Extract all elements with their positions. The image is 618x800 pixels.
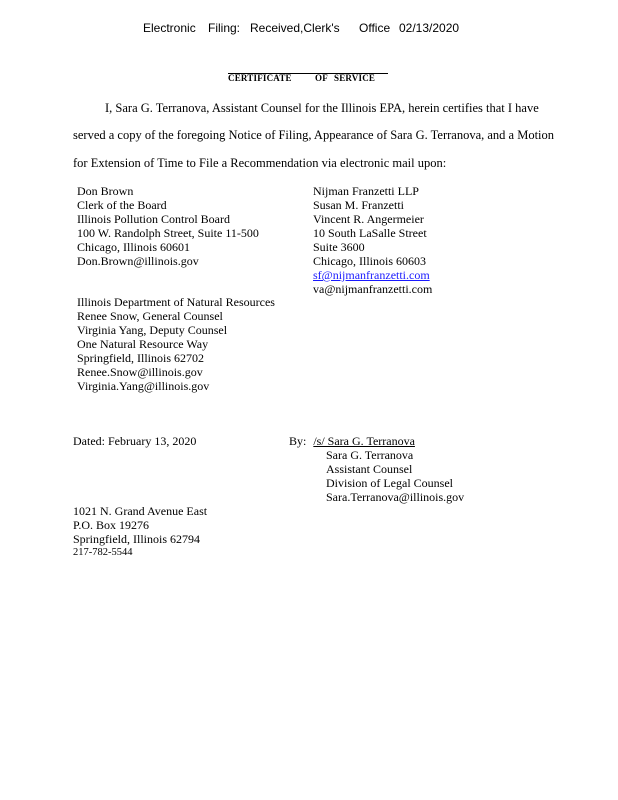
signer-title: Assistant Counsel bbox=[326, 462, 413, 476]
electronic-signature: /s/ Sara G. Terranova bbox=[313, 434, 415, 448]
signature-block bbox=[326, 448, 464, 504]
filing-stamp-part4: Office bbox=[359, 21, 391, 35]
address-line: Springfield, Illinois 62794 bbox=[73, 532, 200, 546]
signature-by-line bbox=[289, 434, 415, 448]
filing-stamp-part2: Filing: bbox=[208, 21, 241, 35]
recipient-line: Susan M. Franzetti bbox=[313, 198, 404, 212]
recipient-line: Renee Snow, General Counsel bbox=[77, 309, 223, 323]
recipient-line: Vincent R. Angermeier bbox=[313, 212, 424, 226]
recipient-line: Suite 3600 bbox=[313, 240, 365, 254]
recipient-line: Illinois Department of Natural Resources bbox=[77, 295, 275, 309]
filing-stamp-date: 02/13/2020 bbox=[399, 21, 460, 35]
body-line-1: I, Sara G. Terranova, Assistant Counsel for the Illinois EPA, herein certifies that I have bbox=[105, 101, 539, 115]
recipient-line: Don Brown bbox=[77, 184, 134, 198]
signer-email: Sara.Terranova@illinois.gov bbox=[326, 490, 465, 504]
recipient-line: Springfield, Illinois 62702 bbox=[77, 351, 204, 365]
title-word-service: SERVICE bbox=[334, 73, 376, 83]
recipient-idnr bbox=[77, 295, 275, 393]
recipient-email: Don.Brown@illinois.gov bbox=[77, 254, 199, 268]
address-line: 1021 N. Grand Avenue East bbox=[73, 504, 208, 518]
recipient-email: va@nijmanfranzetti.com bbox=[313, 282, 433, 296]
document-title bbox=[228, 73, 388, 83]
phone-number: 217-782-5544 bbox=[73, 547, 133, 558]
by-label: By: bbox=[289, 434, 307, 448]
recipient-nijman-franzetti bbox=[313, 184, 432, 296]
recipient-line: Chicago, Illinois 60601 bbox=[77, 240, 190, 254]
sender-address bbox=[73, 504, 207, 560]
recipient-line: Chicago, Illinois 60603 bbox=[313, 254, 426, 268]
recipient-email: Renee.Snow@illinois.gov bbox=[77, 365, 203, 379]
title-word-certificate: CERTIFICATE bbox=[228, 73, 292, 83]
address-line: P.O. Box 19276 bbox=[73, 518, 150, 532]
recipient-line: Clerk of the Board bbox=[77, 198, 167, 212]
signer-name: Sara G. Terranova bbox=[326, 448, 414, 462]
filing-stamp-part1: Electronic bbox=[143, 21, 196, 35]
recipient-line: Virginia Yang, Deputy Counsel bbox=[77, 323, 228, 337]
email-link-sf[interactable]: sf@nijmanfranzetti.com bbox=[313, 268, 430, 282]
recipient-clerk bbox=[77, 184, 259, 268]
body-line-3: for Extension of Time to File a Recommendation via electronic mail upon: bbox=[73, 156, 447, 170]
recipient-line: One Natural Resource Way bbox=[77, 337, 209, 351]
signer-division: Division of Legal Counsel bbox=[326, 476, 453, 490]
title-word-of: OF bbox=[315, 73, 328, 83]
body-line-2: served a copy of the foregoing Notice of Filing, Appearance of Sara G. Terranova, and a Motion bbox=[73, 128, 555, 142]
dated-label: Dated: bbox=[73, 434, 105, 448]
recipient-line: Nijman Franzetti LLP bbox=[313, 184, 419, 198]
filing-stamp-part3: Received,Clerk's bbox=[250, 21, 340, 35]
recipient-line: 100 W. Randolph Street, Suite 11-500 bbox=[77, 226, 259, 240]
recipient-email: Virginia.Yang@illinois.gov bbox=[77, 379, 210, 393]
dated-line bbox=[73, 434, 196, 448]
dated-value: February 13, 2020 bbox=[108, 434, 197, 448]
recipient-line: 10 South LaSalle Street bbox=[313, 226, 427, 240]
recipient-line: Illinois Pollution Control Board bbox=[77, 212, 231, 226]
